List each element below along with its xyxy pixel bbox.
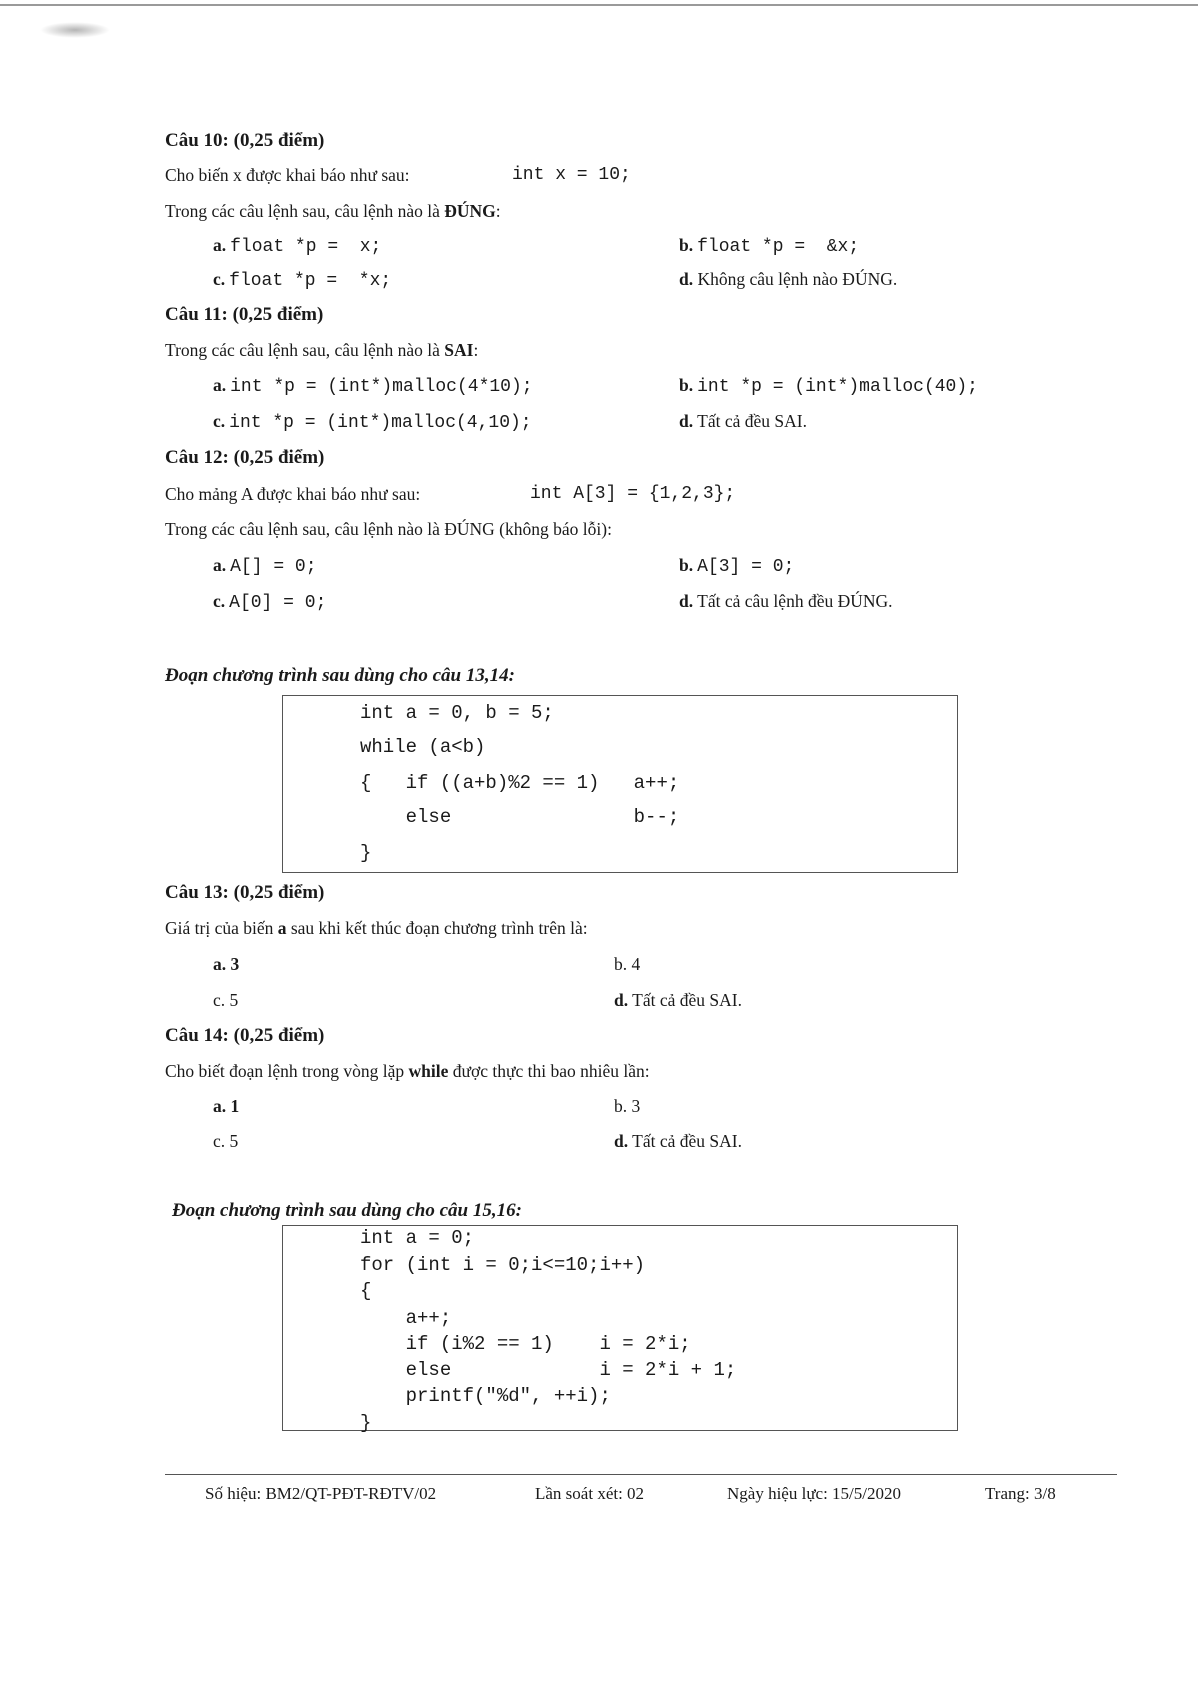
scan-smudge <box>40 22 110 38</box>
question-13-option-c[interactable] <box>213 990 238 1011</box>
option-label: d. <box>679 411 694 431</box>
question-10-option-b[interactable] <box>679 235 859 257</box>
snippet-2-heading: Đoạn chương trình sau dùng cho câu 15,16: <box>172 1200 522 1221</box>
option-text: int *p = (int*)malloc(4,10); <box>229 413 532 433</box>
question-10-prompt <box>165 201 501 222</box>
prompt-text: Trong các câu lệnh sau, câu lệnh nào là <box>165 201 445 221</box>
question-13-title: Câu 13: (0,25 điểm) <box>165 882 325 903</box>
option-text: A[0] = 0; <box>229 593 327 613</box>
prompt-text: Cho biết đoạn lệnh trong vòng lặp <box>165 1061 409 1081</box>
option-text: 4 <box>631 954 641 974</box>
option-text: Không câu lệnh nào ĐÚNG. <box>697 269 898 289</box>
question-13-option-b[interactable] <box>614 954 640 975</box>
question-10-code: int x = 10; <box>512 165 631 185</box>
option-label: c. <box>213 990 226 1010</box>
option-text: A[3] = 0; <box>697 557 795 577</box>
prompt-end: : <box>473 340 479 360</box>
question-10-option-d[interactable] <box>679 269 897 290</box>
question-14-option-d[interactable] <box>614 1131 742 1152</box>
question-12-title: Câu 12: (0,25 điểm) <box>165 447 325 468</box>
question-14-title: Câu 14: (0,25 điểm) <box>165 1025 325 1046</box>
prompt-emphasis: a <box>277 918 287 938</box>
option-text: Tất cả đều SAI. <box>632 1131 742 1151</box>
question-11-option-a[interactable] <box>213 375 533 397</box>
question-14-option-c[interactable] <box>213 1131 238 1152</box>
footer-rule <box>165 1474 1117 1475</box>
option-label: a. <box>213 555 227 575</box>
option-text: 3 <box>631 1096 641 1116</box>
option-text: A[] = 0; <box>230 557 317 577</box>
option-label: d. <box>614 1131 629 1151</box>
prompt-end: được thực thi bao nhiêu lần: <box>448 1061 650 1081</box>
footer-effective-date: Ngày hiệu lực: 15/5/2020 <box>727 1484 901 1503</box>
code-line: { <box>360 1280 372 1302</box>
option-label: b. <box>614 1096 628 1116</box>
question-10-text: Cho biến x được khai báo như sau: <box>165 165 410 185</box>
question-10-option-c[interactable] <box>213 269 391 291</box>
question-13-option-a[interactable] <box>213 954 239 975</box>
question-12-option-b[interactable] <box>679 555 794 577</box>
option-label: a. <box>213 235 227 255</box>
code-line: while (a<b) <box>360 736 486 758</box>
option-text: 3 <box>230 954 240 974</box>
code-line: else i = 2*i + 1; <box>360 1359 737 1381</box>
option-text: Tất cả đều SAI. <box>632 990 742 1010</box>
question-12-option-d[interactable] <box>679 591 893 612</box>
code-line: a++; <box>360 1307 452 1329</box>
prompt-text: Giá trị của biến <box>165 918 278 938</box>
option-label: d. <box>614 990 629 1010</box>
code-line: for (int i = 0;i<=10;i++) <box>360 1254 646 1276</box>
option-label: a. <box>213 954 227 974</box>
code-line: } <box>360 842 372 864</box>
option-label: b. <box>679 555 694 575</box>
question-13-option-d[interactable] <box>614 990 742 1011</box>
question-12-option-a[interactable] <box>213 555 317 577</box>
option-label: a. <box>213 1096 227 1116</box>
question-12-prompt: Trong các câu lệnh sau, câu lệnh nào là ĐÚNG (không báo lỗi): <box>165 519 612 539</box>
option-label: c. <box>213 411 226 431</box>
question-11-option-c[interactable] <box>213 411 532 433</box>
prompt-end: sau khi kết thúc đoạn chương trình trên là: <box>286 918 588 938</box>
option-text: float *p = *x; <box>229 271 392 291</box>
scan-top-edge <box>0 4 1198 6</box>
option-text: float *p = x; <box>230 237 382 257</box>
question-11-option-d[interactable] <box>679 411 807 432</box>
code-line: else b--; <box>360 806 680 828</box>
code-line: } <box>360 1412 372 1434</box>
question-12-option-c[interactable] <box>213 591 326 613</box>
question-10-title: Câu 10: (0,25 điểm) <box>165 130 325 151</box>
option-label: d. <box>679 591 694 611</box>
prompt-text: Trong các câu lệnh sau, câu lệnh nào là <box>165 340 445 360</box>
option-label: c. <box>213 1131 226 1151</box>
snippet-1-heading: Đoạn chương trình sau dùng cho câu 13,14: <box>165 665 515 686</box>
prompt-emphasis: SAI <box>444 340 474 360</box>
option-text: int *p = (int*)malloc(40); <box>697 377 978 397</box>
footer-revision: Lần soát xét: 02 <box>535 1484 645 1503</box>
question-11-prompt <box>165 340 478 361</box>
option-text: Tất cả đều SAI. <box>697 411 807 431</box>
code-line: int a = 0, b = 5; <box>360 702 554 724</box>
prompt-emphasis: while <box>408 1061 449 1081</box>
question-12-text: Cho mảng A được khai báo như sau: <box>165 484 421 504</box>
code-line: int a = 0; <box>360 1227 475 1249</box>
option-label: d. <box>679 269 694 289</box>
code-line: printf("%d", ++i); <box>360 1385 611 1407</box>
code-line: if (i%2 == 1) i = 2*i; <box>360 1333 691 1355</box>
option-label: b. <box>679 375 694 395</box>
question-11-option-b[interactable] <box>679 375 978 397</box>
option-label: b. <box>614 954 628 974</box>
option-text: 1 <box>230 1096 240 1116</box>
footer-page-number: Trang: 3/8 <box>985 1484 1056 1503</box>
option-text: 5 <box>229 990 239 1010</box>
option-text: 5 <box>229 1131 239 1151</box>
option-text: float *p = &x; <box>697 237 860 257</box>
option-text: int *p = (int*)malloc(4*10); <box>230 377 533 397</box>
question-13-prompt <box>165 918 588 939</box>
question-14-option-a[interactable] <box>213 1096 239 1117</box>
question-10-option-a[interactable] <box>213 235 381 257</box>
question-14-option-b[interactable] <box>614 1096 640 1117</box>
option-label: b. <box>679 235 694 255</box>
question-14-prompt <box>165 1061 650 1082</box>
question-11-title: Câu 11: (0,25 điểm) <box>165 304 324 325</box>
option-label: c. <box>213 269 226 289</box>
question-12-code: int A[3] = {1,2,3}; <box>530 484 736 504</box>
option-text: Tất cả câu lệnh đều ĐÚNG. <box>697 591 893 611</box>
option-label: c. <box>213 591 226 611</box>
footer-doc-code: Số hiệu: BM2/QT-PĐT-RĐTV/02 <box>205 1484 437 1503</box>
prompt-end: : <box>495 201 501 221</box>
prompt-emphasis: ĐÚNG <box>444 201 496 221</box>
code-line: { if ((a+b)%2 == 1) a++; <box>360 772 680 794</box>
option-label: a. <box>213 375 227 395</box>
